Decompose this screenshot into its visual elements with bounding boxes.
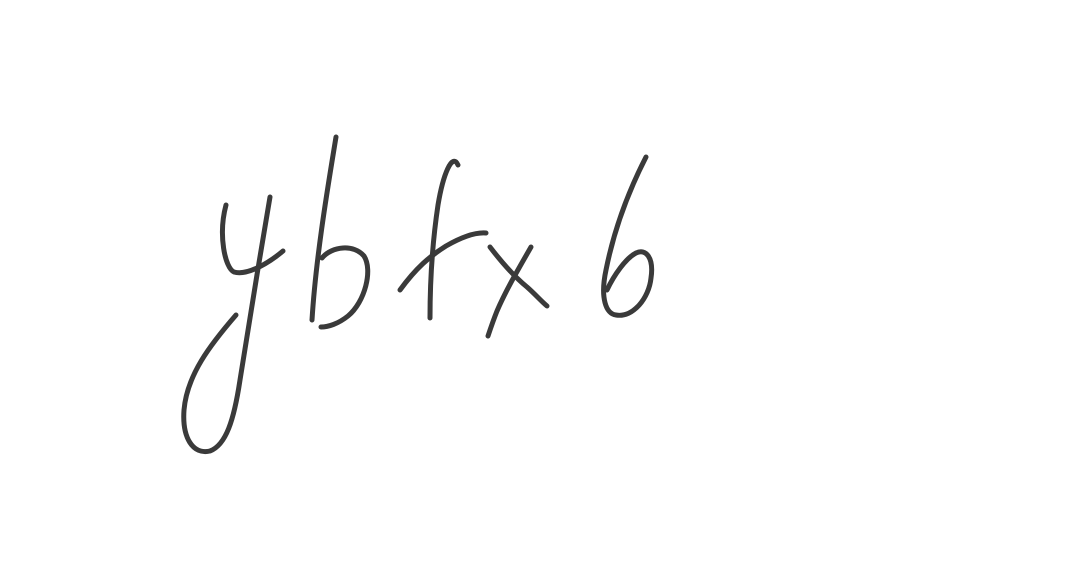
glyph-f <box>400 161 486 318</box>
glyph-6 <box>604 157 652 315</box>
glyph-b <box>312 137 368 327</box>
glyph-y <box>184 197 283 452</box>
glyph-x <box>488 247 547 336</box>
